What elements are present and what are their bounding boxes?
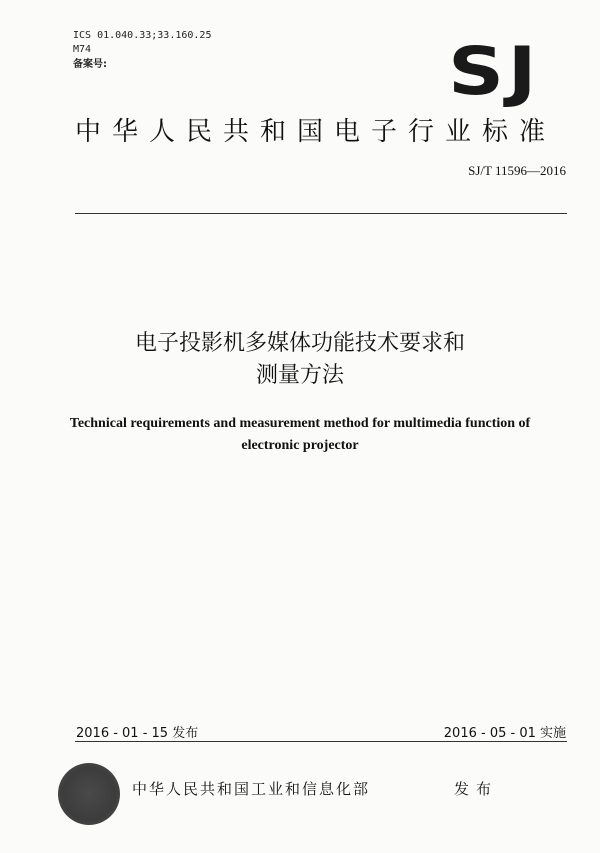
english-title-line-2: electronic projector	[241, 438, 359, 453]
standard-type-title: 中华人民共和国电子行业标准	[75, 117, 557, 147]
clc-code: M74	[73, 44, 92, 55]
chinese-title	[0, 328, 600, 392]
header-divider	[75, 213, 567, 214]
chinese-title-line-2: 测量方法	[255, 363, 344, 388]
standard-number: SJ/T 11596—2016	[468, 163, 566, 178]
chinese-title-line-1: 电子投影机多媒体功能技术要求和	[134, 331, 465, 356]
issuing-authority: 中华人民共和国工业和信息化部	[132, 780, 371, 798]
implementation-date: 2016 - 05 - 01 实施	[443, 726, 566, 741]
filing-number-label: 备案号:	[73, 59, 107, 70]
english-title	[0, 413, 600, 457]
english-title-line-1: Technical requirements and measurement method for multimedia function of	[69, 416, 531, 431]
issue-date: 2016 - 01 - 15 发布	[76, 726, 199, 741]
official-seal-icon	[58, 763, 120, 825]
footer-divider	[75, 741, 567, 742]
ics-code: ICS 01.040.33;33.160.25	[73, 30, 212, 41]
sj-logo: SJ	[448, 33, 541, 110]
publish-label: 发布	[454, 780, 499, 798]
